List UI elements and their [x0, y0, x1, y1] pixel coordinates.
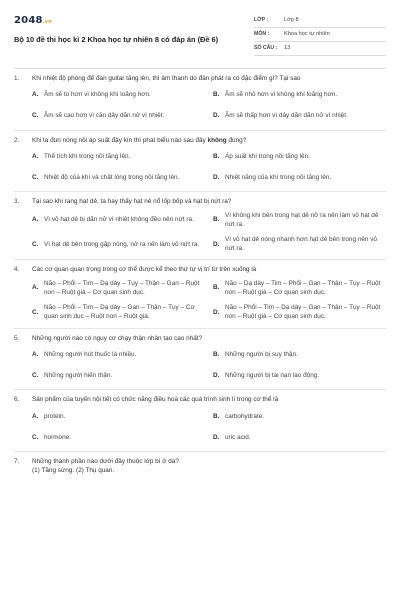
question-text-before: Khi ta đun nóng nồi áp suất đậy kín thì phát biểu nào sau đây [32, 136, 208, 144]
option-b[interactable] [213, 348, 386, 362]
question-2 [14, 131, 386, 193]
option-text: Áp suất khí trong nồi tăng lên. [225, 152, 310, 160]
question-4 [14, 260, 386, 328]
option-letter: C. [32, 372, 39, 379]
option-d[interactable] [213, 304, 386, 321]
option-d[interactable] [213, 236, 386, 253]
option-text: Vì vỏ hạt dẻ bị dãn nở vì nhiệt không đều nên nứt ra. [44, 216, 194, 224]
option-text: Vì vỏ hạt dẻ nóng nhanh hơn hạt dẻ bên trong nên vỏ nứt ra. [225, 236, 378, 252]
option-c[interactable] [32, 236, 205, 253]
option-letter: C. [32, 240, 39, 248]
option-letter: C. [32, 112, 39, 120]
option-text: Những người hiến thận. [44, 372, 113, 379]
option-text: uric acid. [225, 433, 251, 441]
logo-main: 2048 [14, 15, 43, 26]
meta-table [254, 14, 386, 56]
document-title: Bộ 10 đề thi học kì 2 Khoa học tự nhiên 8 có đáp án (Đề 6) [14, 34, 219, 44]
header-left [14, 8, 254, 44]
meta-key: MÔN : [254, 30, 270, 37]
option-text: Vì hạt dẻ bên trong gặp nóng, nở ra nên làm vỏ nứt ra. [44, 240, 200, 248]
option-letter: D. [213, 173, 220, 181]
option-letter: C. [32, 308, 39, 316]
option-d[interactable] [213, 369, 386, 383]
option-letter: C. [32, 433, 39, 441]
question-text-after: đúng? [226, 136, 247, 144]
question-text: Tại sao khi rang hạt dẻ, ta hay thấy hạt nẻ nổ lốp bốp và hạt bị nứt ra? [32, 198, 232, 206]
option-d[interactable] [213, 171, 386, 185]
option-text: Âm sẽ nhỏ hơn vì không khí loãng hơn. [225, 91, 338, 99]
option-text: Nhiệt độ của khí và chất lỏng trong nồi tăng lên. [44, 173, 180, 181]
option-letter: C. [32, 173, 39, 181]
option-letter: A. [32, 216, 39, 224]
option-d[interactable] [213, 431, 386, 445]
option-text: Những người hút thuốc lá nhiều. [44, 351, 137, 358]
option-text: Não – Phổi – Tim – Dạ dày – Tụy – Thận – Gan – Ruột non – Ruột già – Cơ quan sinh dục. [44, 280, 200, 296]
meta-row-class [254, 14, 386, 28]
option-letter: D. [213, 308, 220, 316]
option-text: Não – Phổi – Tim – Dạ dày – Gan – Thận – Tụy – Cơ quan sinh dục – Ruột non – Ruột già. [44, 304, 195, 321]
option-b[interactable] [213, 150, 386, 164]
question-text: Những thành phần nào dưới đây thuộc lớp bì ở da? [32, 457, 179, 465]
option-a[interactable] [32, 280, 205, 297]
answer-options [32, 150, 386, 185]
question-number: 7. [14, 457, 20, 465]
answer-options [32, 280, 386, 322]
option-text: Não – Phổi – Tim – Dạ dày – Gan – Thận – Tụy – Ruột non – Ruột già – Cơ quan sinh dục. [225, 304, 381, 321]
option-c[interactable] [32, 369, 205, 383]
page-header [14, 8, 386, 62]
option-text: Nhiệt năng của khí trong nồi tăng lên. [225, 173, 332, 181]
option-letter: A. [32, 91, 39, 99]
meta-value: Khoa học tự nhiên [284, 30, 330, 37]
answer-options [32, 212, 386, 254]
option-text: carbohydrate. [225, 412, 265, 420]
question-text: Khi nhiệt độ phòng để đàn guitar tăng lên, thì âm thanh do đàn phát ra có đặc điểm gì? Tại sao [32, 75, 301, 82]
option-c[interactable] [32, 304, 205, 321]
answer-options [32, 410, 386, 445]
option-letter: A. [32, 412, 39, 420]
option-text: Não – Dạ dày – Tim – Phổi – Gan – Thận – Tụy – Ruột non – Ruột già – Cơ quan sinh dục. [225, 280, 381, 296]
question-number: 4. [14, 266, 20, 274]
question-6 [14, 390, 386, 452]
option-letter: A. [32, 284, 39, 292]
logo-suffix: .vn [42, 19, 52, 25]
question-text [32, 137, 386, 146]
site-logo[interactable] [14, 14, 254, 28]
option-letter: D. [213, 372, 220, 379]
option-letter: B. [213, 91, 220, 99]
question-text: Sản phẩm của tuyến nội tiết có chức năng điều hoà các quá trình sinh lí trong cơ thể là [32, 396, 279, 404]
meta-key: LỚP : [254, 16, 269, 23]
option-c[interactable] [32, 431, 205, 445]
option-d[interactable] [213, 110, 386, 124]
question-number: 3. [14, 198, 20, 206]
question-number: 5. [14, 334, 20, 342]
option-letter: B. [213, 351, 220, 358]
option-text: hormone. [44, 433, 71, 441]
option-text: Âm sẽ cao hơn vì căn dây dãn nở vì nhiệt. [44, 112, 165, 120]
question-5 [14, 329, 386, 391]
option-b[interactable] [213, 280, 386, 297]
option-c[interactable] [32, 110, 205, 124]
question-3 [14, 192, 386, 260]
option-a[interactable] [32, 410, 205, 424]
option-letter: B. [213, 216, 220, 224]
option-text: Âm sẽ to hơn vì không khí loãng hơn. [44, 91, 151, 99]
option-b[interactable] [213, 212, 386, 229]
option-letter: B. [213, 152, 220, 160]
meta-value: Lớp 8 [284, 16, 299, 23]
option-text: Âm sẽ thấp hơn vì dây dãn dãn nở vì nhiệt. [225, 112, 348, 120]
question-number: 2. [14, 136, 20, 144]
question-text: Những người nào có nguy cơ chạy thận nhân tạo cao nhất? [32, 334, 203, 342]
option-text: Thể tích khí trong nồi tăng lên. [44, 152, 131, 160]
question-number: 6. [14, 396, 20, 404]
question-number: 1. [14, 75, 20, 82]
option-letter: D. [213, 240, 220, 248]
option-b[interactable] [213, 410, 386, 424]
option-letter: B. [213, 284, 220, 292]
option-c[interactable] [32, 171, 205, 185]
question-7 [14, 452, 386, 481]
option-text: protein. [44, 412, 66, 420]
option-text: Những người bị suy thận. [225, 351, 298, 358]
answer-options [32, 348, 386, 383]
option-letter: B. [213, 412, 220, 420]
meta-key: SỐ CÂU : [254, 44, 278, 51]
meta-row-subject [254, 28, 386, 42]
meta-value: 13 [284, 44, 291, 51]
option-text: Vì không khí bên trong hạt dẻ nở ra nên làm vỏ hạt dẻ nứt ra. [225, 211, 379, 228]
question-text: Các cơ quan quan trọng trong cơ thể được kể theo thứ tự vị trí từ trên xuống là [32, 266, 257, 274]
option-letter: D. [213, 433, 220, 441]
option-a[interactable] [32, 150, 205, 164]
option-b[interactable] [213, 89, 386, 103]
meta-row-count [254, 42, 386, 56]
question-extra-text: (1) Tầng sừng. (2) Thụ quan. [32, 466, 115, 474]
question-1 [14, 69, 386, 131]
option-a[interactable] [32, 212, 205, 229]
option-letter: D. [213, 112, 220, 120]
option-a[interactable] [32, 89, 205, 103]
option-text: Những người bị tai nạn lao động. [225, 372, 320, 379]
question-text-emphasis: không [207, 136, 227, 144]
option-a[interactable] [32, 348, 205, 362]
answer-options [32, 89, 386, 124]
option-letter: A. [32, 152, 39, 160]
option-letter: A. [32, 351, 39, 358]
